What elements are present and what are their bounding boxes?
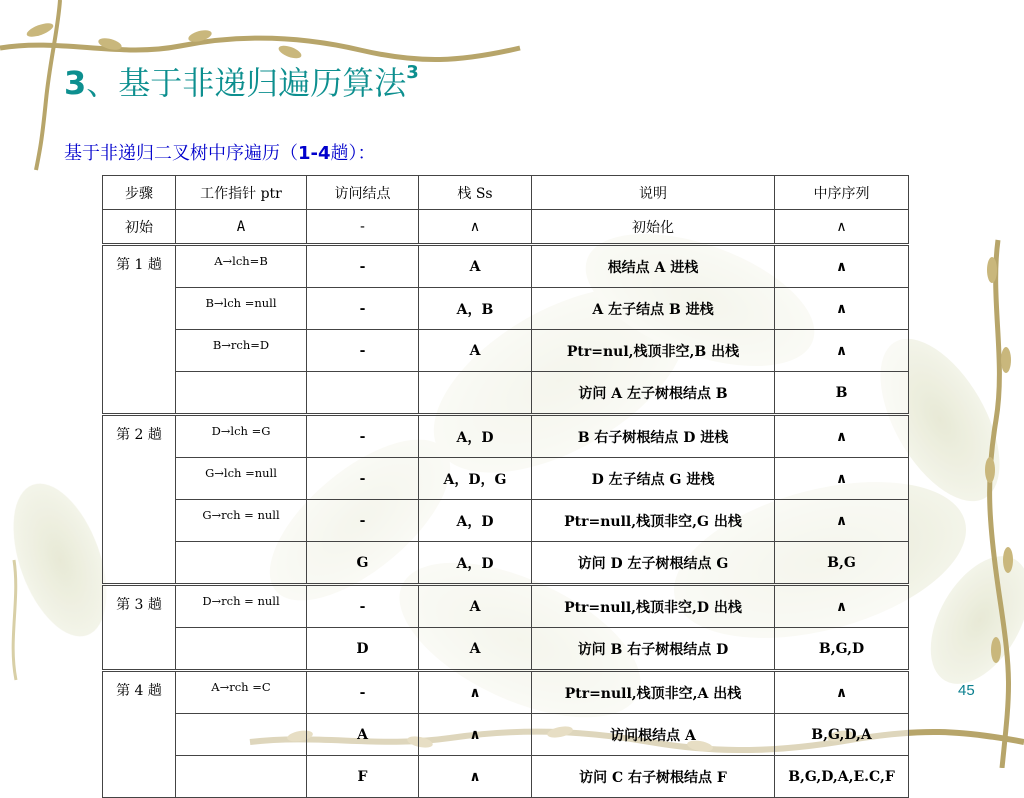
- stack-cell: A: [419, 330, 532, 372]
- ptr-cell: A→rch =C: [176, 671, 307, 714]
- note-cell: 访问 B 右子树根结点 D: [532, 628, 775, 671]
- traversal-table: [102, 175, 909, 798]
- title-text: 、基于非递归遍历算法: [86, 64, 407, 102]
- stack-cell: A，D: [419, 415, 532, 458]
- init-ptr: A: [176, 210, 307, 245]
- ptr-cell: [176, 542, 307, 585]
- note-cell: Ptr=null,栈顶非空,D 出栈: [532, 585, 775, 628]
- table-header: [103, 176, 909, 210]
- note-cell: 访问根结点 A: [532, 714, 775, 756]
- ptr-cell: [176, 714, 307, 756]
- sequence-cell: ∧: [775, 500, 909, 542]
- table-row: [103, 500, 909, 542]
- header-note: 说明: [532, 176, 775, 210]
- table-row: [103, 458, 909, 500]
- stack-cell: A: [419, 245, 532, 288]
- ptr-cell: [176, 756, 307, 798]
- visit-cell: -: [307, 500, 419, 542]
- init-stack: ∧: [419, 210, 532, 245]
- note-cell: Ptr=nul,栈顶非空,B 出栈: [532, 330, 775, 372]
- step-cell: 第 2 趟: [103, 415, 176, 585]
- stack-cell: A，D: [419, 542, 532, 585]
- subtitle-suffix: 趟）：: [330, 143, 376, 164]
- visit-cell: -: [307, 288, 419, 330]
- stack-cell: A，B: [419, 288, 532, 330]
- table-row: [103, 671, 909, 714]
- slide-subtitle: [64, 139, 376, 165]
- sequence-cell: B,G,D: [775, 628, 909, 671]
- visit-cell: F: [307, 756, 419, 798]
- sequence-cell: ∧: [775, 245, 909, 288]
- table-row: [103, 714, 909, 756]
- sequence-cell: B,G: [775, 542, 909, 585]
- note-cell: 访问 A 左子树根结点 B: [532, 372, 775, 415]
- stack-cell: [419, 372, 532, 415]
- stack-cell: A，D: [419, 500, 532, 542]
- ptr-cell: B→lch =null: [176, 288, 307, 330]
- table-row: [103, 245, 909, 288]
- ptr-cell: G→rch = null: [176, 500, 307, 542]
- init-note: 初始化: [532, 210, 775, 245]
- stack-cell: A: [419, 628, 532, 671]
- header-ptr: 工作指针 ptr: [176, 176, 307, 210]
- sequence-cell: B: [775, 372, 909, 415]
- visit-cell: -: [307, 671, 419, 714]
- sequence-cell: ∧: [775, 585, 909, 628]
- step-cell: 第 1 趟: [103, 245, 176, 415]
- table-row: [103, 372, 909, 415]
- sequence-cell: ∧: [775, 671, 909, 714]
- ptr-cell: A→lch=B: [176, 245, 307, 288]
- visit-cell: A: [307, 714, 419, 756]
- ptr-cell: D→rch = null: [176, 585, 307, 628]
- init-visit: -: [307, 210, 419, 245]
- header-row: [103, 176, 909, 210]
- visit-cell: -: [307, 330, 419, 372]
- ptr-cell: B→rch=D: [176, 330, 307, 372]
- note-cell: B 右子树根结点 D 进栈: [532, 415, 775, 458]
- table-row: [103, 330, 909, 372]
- visit-cell: D: [307, 628, 419, 671]
- sequence-cell: ∧: [775, 415, 909, 458]
- subtitle-prefix: 基于非递归二叉树中序遍历（: [64, 143, 298, 164]
- visit-cell: -: [307, 458, 419, 500]
- stack-cell: A: [419, 585, 532, 628]
- sequence-cell: ∧: [775, 288, 909, 330]
- init-row: [103, 210, 909, 245]
- visit-cell: -: [307, 415, 419, 458]
- table-row: [103, 542, 909, 585]
- title-superscript: 3: [406, 62, 419, 83]
- visit-cell: -: [307, 585, 419, 628]
- stack-cell: A，D，G: [419, 458, 532, 500]
- note-cell: A 左子结点 B 进栈: [532, 288, 775, 330]
- table-row: [103, 628, 909, 671]
- sequence-cell: ∧: [775, 458, 909, 500]
- note-cell: Ptr=null,栈顶非空,A 出栈: [532, 671, 775, 714]
- table-body: [103, 210, 909, 798]
- table-row: [103, 415, 909, 458]
- init-step: 初始: [103, 210, 176, 245]
- sequence-cell: B,G,D,A: [775, 714, 909, 756]
- slide-title: [64, 58, 419, 104]
- subtitle-range: 1-4: [298, 143, 331, 164]
- visit-cell: -: [307, 245, 419, 288]
- header-visit: 访问结点: [307, 176, 419, 210]
- table-row: [103, 288, 909, 330]
- note-cell: 访问 D 左子树根结点 G: [532, 542, 775, 585]
- ptr-cell: G→lch =null: [176, 458, 307, 500]
- header-stack: 栈 Ss: [419, 176, 532, 210]
- page-number: 45: [958, 682, 975, 699]
- stack-cell: ∧: [419, 671, 532, 714]
- sequence-cell: ∧: [775, 330, 909, 372]
- ptr-cell: [176, 628, 307, 671]
- visit-cell: [307, 372, 419, 415]
- header-sequence: 中序序列: [775, 176, 909, 210]
- table-row: [103, 585, 909, 628]
- step-cell: 第 3 趟: [103, 585, 176, 671]
- visit-cell: G: [307, 542, 419, 585]
- stack-cell: ∧: [419, 756, 532, 798]
- sequence-cell: B,G,D,A,E.C,F: [775, 756, 909, 798]
- init-seq: ∧: [775, 210, 909, 245]
- ptr-cell: [176, 372, 307, 415]
- ptr-cell: D→lch =G: [176, 415, 307, 458]
- table-row: [103, 756, 909, 798]
- header-step: 步骤: [103, 176, 176, 210]
- note-cell: D 左子结点 G 进栈: [532, 458, 775, 500]
- note-cell: 根结点 A 进栈: [532, 245, 775, 288]
- note-cell: Ptr=null,栈顶非空,G 出栈: [532, 500, 775, 542]
- title-number: 3: [64, 64, 87, 102]
- stack-cell: ∧: [419, 714, 532, 756]
- note-cell: 访问 C 右子树根结点 F: [532, 756, 775, 798]
- step-cell: 第 4 趟: [103, 671, 176, 798]
